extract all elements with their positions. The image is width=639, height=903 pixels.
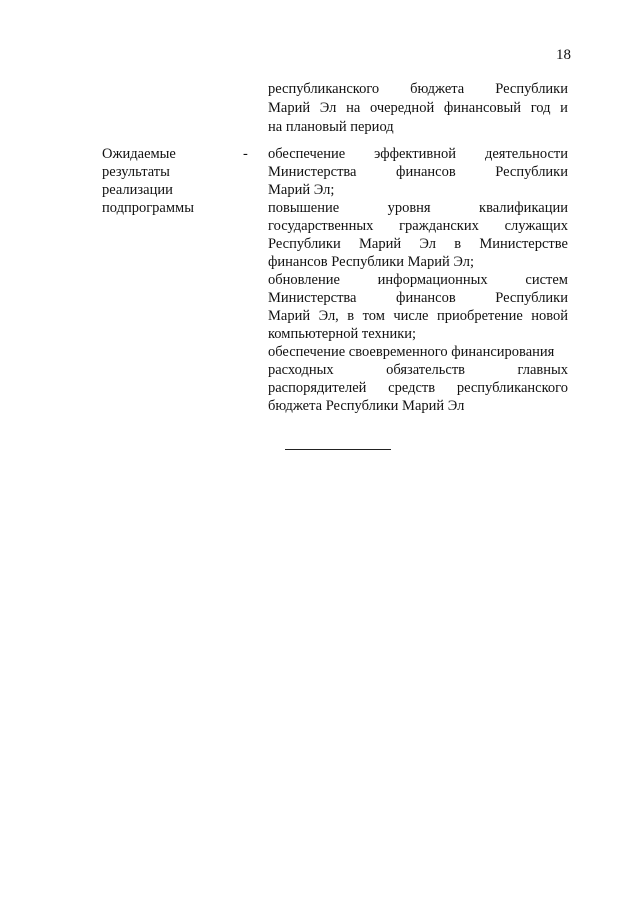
text-line xyxy=(268,118,568,136)
word: республиканского xyxy=(268,81,380,97)
word: расходных xyxy=(268,362,334,378)
label-line: результаты xyxy=(102,164,170,180)
word: финансов Республики Марий Эл; xyxy=(268,254,475,270)
word: на плановый период xyxy=(268,119,394,135)
word: Министерства xyxy=(268,164,357,180)
text-line xyxy=(268,325,568,343)
word: Министерстве xyxy=(479,236,568,252)
word: Эл xyxy=(319,100,337,116)
word: и xyxy=(560,100,568,116)
text-line xyxy=(268,343,568,361)
word: компьютерной техники; xyxy=(268,326,417,342)
word: повышение xyxy=(268,200,340,216)
word: финансовый xyxy=(443,100,522,116)
word: в xyxy=(347,308,355,324)
text-line xyxy=(268,235,568,253)
text-line xyxy=(268,199,568,217)
word: Республики xyxy=(495,81,568,97)
text-line xyxy=(268,181,568,199)
text-line xyxy=(268,99,568,117)
word: деятельности xyxy=(484,146,568,162)
end-divider-line xyxy=(285,449,391,450)
word: эффективной xyxy=(374,146,457,162)
label-line: Ожидаемые xyxy=(102,146,176,162)
text-line xyxy=(268,397,568,415)
word: служащих xyxy=(504,218,568,234)
text-line xyxy=(268,217,568,235)
word: Марий Эл; xyxy=(268,182,335,198)
word: на xyxy=(346,100,361,116)
word: систем xyxy=(525,272,568,288)
word: обновление xyxy=(268,272,340,288)
word: бюджета Республики Марий Эл xyxy=(268,398,465,414)
word: том xyxy=(362,308,385,324)
word: государственных xyxy=(268,218,374,234)
word: Республики xyxy=(495,290,568,306)
word: средств xyxy=(388,380,436,396)
word: финансов xyxy=(396,290,456,306)
word: Эл xyxy=(419,236,436,252)
word: главных xyxy=(517,362,568,378)
word: новой xyxy=(531,308,568,324)
word: Марий xyxy=(268,308,311,324)
row-dash: - xyxy=(243,146,248,162)
word: информационных xyxy=(377,272,488,288)
word: финансов xyxy=(396,164,456,180)
label-line: реализации xyxy=(102,182,173,198)
word: гражданских xyxy=(399,218,479,234)
word: обеспечение xyxy=(268,146,346,162)
word: Марий xyxy=(359,236,402,252)
text-line xyxy=(268,163,568,181)
word: обеспечение своевременного финансирования xyxy=(268,344,555,360)
text-line xyxy=(268,145,568,163)
text-line xyxy=(268,307,568,325)
word: уровня xyxy=(387,200,431,216)
word: Республики xyxy=(495,164,568,180)
word: обязательств xyxy=(386,362,466,378)
word: распорядителей xyxy=(268,380,367,396)
label-line: подпрограммы xyxy=(102,200,194,216)
word: Министерства xyxy=(268,290,357,306)
text-line xyxy=(268,361,568,379)
text-line xyxy=(268,80,568,98)
word: Марий xyxy=(268,100,311,116)
word: приобретение xyxy=(436,308,523,324)
word: числе xyxy=(393,308,429,324)
text-line xyxy=(268,253,568,271)
word: квалификации xyxy=(479,200,568,216)
text-line xyxy=(268,289,568,307)
text-line xyxy=(268,271,568,289)
word: очередной xyxy=(369,100,435,116)
word: республиканского xyxy=(456,380,568,396)
word: год xyxy=(530,100,551,116)
word: в xyxy=(454,236,462,252)
word: Республики xyxy=(268,236,341,252)
text-line xyxy=(268,379,568,397)
page-number: 18 xyxy=(556,47,571,63)
word: бюджета xyxy=(410,81,465,97)
word: Эл, xyxy=(318,308,339,324)
